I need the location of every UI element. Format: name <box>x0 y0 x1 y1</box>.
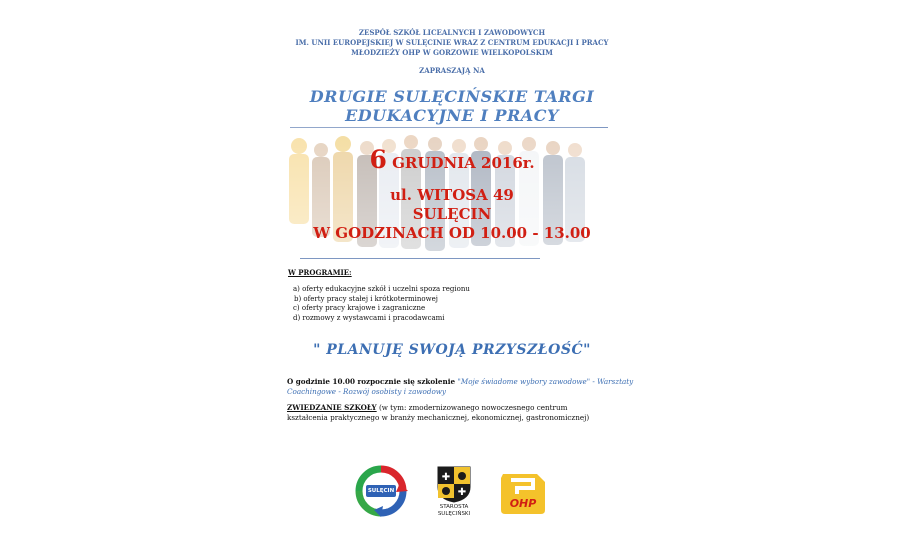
event-date <box>0 145 904 174</box>
training-info <box>287 377 647 397</box>
svg-text:✚: ✚ <box>441 472 451 483</box>
event-title-line-1: DRUGIE SULĘCIŃSKIE TARGI <box>309 87 595 106</box>
training-prefix: O godzinie 10.00 rozpocznie się szkolenie <box>287 377 458 386</box>
school-logo-ring-text <box>352 465 353 466</box>
program-item: c) oferty pracy krajowe i zagraniczne <box>293 304 426 312</box>
school-logo <box>352 465 410 517</box>
ohp-logo <box>497 470 549 516</box>
training-title-part-2: Coachingowe - Rozwój osobisty i zawodowy <box>287 387 446 396</box>
organizer-line-2: IM. UNII EUROPEJSKIEJ W SULĘCINIE WRAZ Z CENTRUM EDUKACJI I PRACY <box>295 38 609 47</box>
event-day: 6 <box>369 145 387 174</box>
program-item: b) oferty pracy stałej i krótkoterminowej <box>294 294 438 303</box>
event-street: ul. WITOSA 49 <box>390 186 514 204</box>
program-item: d) rozmowy z wystawcami i pracodawcami <box>293 313 445 322</box>
organizer-line-1: ZESPÓŁ SZKÓŁ LICEALNYCH I ZAWODOWYCH <box>358 28 546 37</box>
date-divider <box>300 258 540 259</box>
tour-text-2: kształcenia praktycznego w branży mechanicznej, ekonomicznej, gastronomicznej) <box>287 413 590 422</box>
event-title-line-2: EDUKACYJNE I PRACY <box>345 106 559 125</box>
ohp-label: OHP <box>509 497 537 510</box>
tour-info <box>287 403 657 423</box>
starosta-label-2: SULĘCIŃSKI <box>437 511 471 517</box>
tour-heading: ZWIEDZANIE SZKOŁY <box>287 403 377 412</box>
event-hours: W GODZINACH OD 10.00 - 13.00 <box>313 224 591 242</box>
training-title-part-1: "Moje świadome wybory zawodowe" - Warsztaty <box>457 377 634 386</box>
slogan: " PLANUJĘ SWOJĄ PRZYSZŁOŚĆ" <box>313 342 591 358</box>
coat-of-arms-icon <box>434 465 474 503</box>
starosta-label-1: STAROSTA <box>439 504 469 510</box>
event-city: SULĘCIN <box>412 205 492 223</box>
starosta-logo <box>434 465 474 527</box>
tour-text-1: (w tym: zmodernizowanego nowoczesnego centrum <box>376 403 568 412</box>
svg-text:✚: ✚ <box>457 487 467 498</box>
program-item: a) oferty edukacyjne szkół i uczelni spoza regionu <box>293 285 470 293</box>
school-logo-label: SULĘCIN <box>367 488 395 494</box>
program-heading: W PROGRAMIE: <box>288 268 352 277</box>
organizer-line-3: MŁODZIEŻY OHP W GORZOWIE WIELKOPOLSKIM <box>351 48 553 57</box>
program-list <box>293 285 470 323</box>
invite-text: ZAPRASZAJĄ NA <box>419 66 485 75</box>
event-month-year: GRUDNIA 2016r. <box>392 154 535 172</box>
